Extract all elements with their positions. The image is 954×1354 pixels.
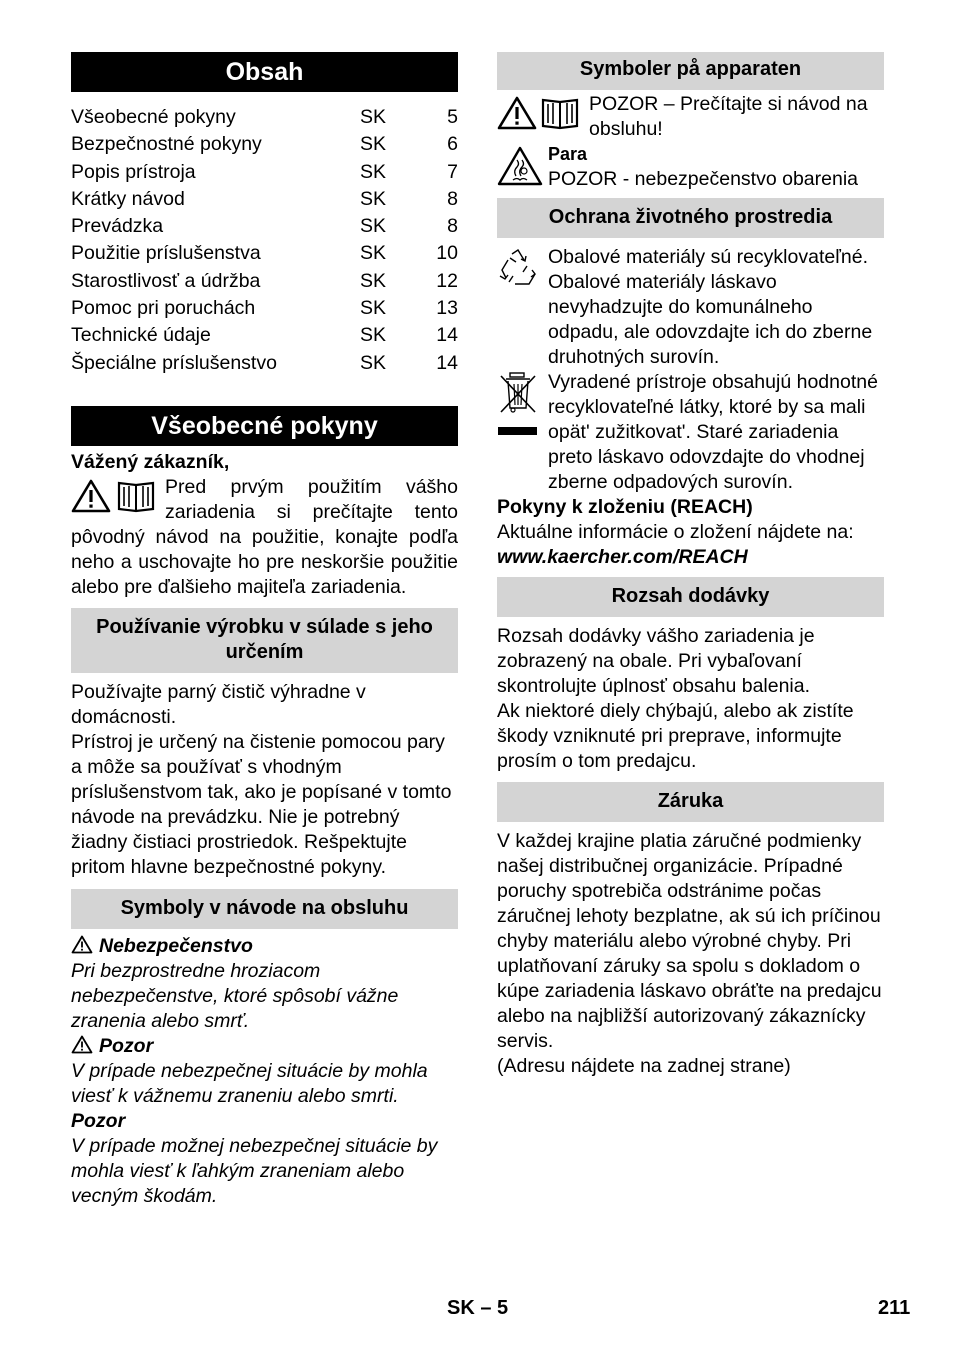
recycle-icon: [497, 248, 548, 370]
recycle-row: [497, 245, 884, 370]
intended-use-p1: Používajte parný čistič výhradne v domácnosti.: [71, 680, 366, 728]
salutation: Vážený zákazník,: [71, 450, 230, 473]
toc-entry-title: Pomoc pri poruchách: [71, 297, 256, 320]
toc-entry-lang: SK: [360, 242, 387, 265]
read-manual-row: [497, 92, 884, 142]
toc-entry-page: 7: [447, 160, 458, 183]
toc-entry-lang: SK: [360, 351, 387, 374]
toc-entry-title: Bezpečnostné pokyny: [71, 133, 262, 156]
toc-row[interactable]: [71, 213, 458, 240]
toc-row[interactable]: [71, 131, 458, 158]
footer-page-number: 211: [878, 1297, 911, 1319]
toc-row[interactable]: [71, 295, 458, 322]
toc-entry-title: Všeobecné pokyny: [71, 106, 236, 128]
toc-entry-page: 8: [447, 215, 458, 238]
crossed-bin-icon: [497, 372, 548, 495]
toc-entry-page: 5: [447, 106, 458, 128]
right-column: [497, 52, 884, 1079]
toc-entry-title: Prevádzka: [71, 215, 164, 238]
toc-entry-lang: SK: [360, 187, 387, 210]
weee-text: Vyradené prístroje obsahujú hodnotné recyklovateľné látky, ktoré by sa mali opät' zužitkovat'. Staré zariadenia preto láskavo odovzdajte do vhodnej zberne odpadových surovín.: [548, 371, 878, 493]
open-book-icon: [539, 96, 581, 142]
danger-text: Pri bezprostredne hroziacom nebezpečenstve, ktoré spôsobí vážne zranenia alebo smrť.: [71, 959, 399, 1032]
toc-row[interactable]: [71, 350, 458, 377]
toc-entry-lang: SK: [360, 133, 387, 156]
toc-row[interactable]: [71, 322, 458, 349]
symbols-manual-heading: Symboly v návode na obsluhu: [71, 889, 458, 929]
steam-row: [497, 142, 884, 192]
environment-heading: Ochrana životného prostredia: [497, 198, 884, 238]
read-manual-text: POZOR – Prečítajte si návod na obsluhu!: [589, 93, 868, 140]
warning-text: V prípade nebezpečnej situácie by mohla viesť k vážnemu zraneniu alebo smrti.: [71, 1059, 428, 1107]
table-of-contents: [71, 104, 458, 377]
danger-label: Nebezpečenstvo: [99, 934, 253, 957]
caution-label: Pozor: [71, 1109, 126, 1132]
toc-row[interactable]: [71, 104, 458, 131]
toc-entry-page: 13: [436, 297, 458, 320]
intro-paragraph: [71, 475, 458, 600]
warning-label: Pozor: [99, 1034, 154, 1057]
delivery-p1: Rozsah dodávky vášho zariadenia je zobrazený na obale. Pri vybaľovaní skontrolujte úplnosť obsahu balenia.: [497, 625, 815, 697]
toc-row[interactable]: [71, 186, 458, 213]
footer-section: SK – 5: [447, 1297, 509, 1319]
toc-entry-lang: SK: [360, 106, 387, 128]
toc-entry-title: Popis prístroja: [71, 160, 196, 183]
toc-entry-page: 14: [436, 324, 458, 347]
toc-entry-lang: SK: [360, 324, 387, 347]
general-heading: Všeobecné pokyny: [71, 406, 458, 446]
symbols-device-heading: Symboler på apparaten: [497, 52, 884, 90]
steam-label: Para: [548, 144, 588, 164]
warning-triangle-icon: [71, 479, 111, 513]
toc-entry-page: 6: [447, 133, 458, 156]
toc-entry-page: 8: [447, 187, 458, 210]
weee-row: [497, 370, 884, 495]
open-book-icon: [115, 479, 157, 513]
toc-entry-lang: SK: [360, 297, 387, 320]
toc-entry-lang: SK: [360, 269, 387, 292]
reach-text: Aktuálne informácie o zložení nájdete na:: [497, 521, 854, 543]
intended-use-p2: Prístroj je určený na čistenie pomocou pary a môže sa používať s vhodným príslušenstvom tak, ako je popísané v tomto návode na prevádzku. Nie je potrebný žiadny čistiaci prostriedok. Rešpektujte pritom hlavne bezpečnostné pokyny.: [71, 730, 452, 878]
warranty-heading: Záruka: [497, 782, 884, 822]
reach-title: Pokyny k zloženiu (REACH): [497, 496, 753, 518]
toc-entry-title: Špeciálne príslušenstvo: [71, 351, 277, 374]
recycle-text: Obalové materiály sú recyklovateľné. Obalové materiály láskavo nevyhadzujte do komunálneho odpadu, ale odovzdajte ich do zberne druhotných surovín.: [548, 246, 873, 368]
read-manual-icons: [497, 96, 581, 142]
toc-entry-title: Krátky návod: [71, 187, 185, 210]
delivery-heading: Rozsah dodávky: [497, 577, 884, 617]
toc-entry-page: 14: [436, 351, 458, 374]
warning-triangle-icon: [497, 96, 537, 142]
steam-text: POZOR - nebezpečenstvo obarenia: [548, 168, 859, 190]
toc-entry-page: 10: [436, 242, 458, 265]
delivery-p2: Ak niektoré diely chýbajú, alebo ak zistíte škody vzniknuté pri preprave, informujte prosím o tom predajcu.: [497, 700, 854, 772]
toc-entry-title: Starostlivosť a údržba: [71, 269, 261, 292]
toc-entry-title: Technické údaje: [71, 324, 211, 347]
warranty-p2: (Adresu nájdete na zadnej strane): [497, 1055, 791, 1077]
danger-label-line: [71, 934, 458, 959]
small-warning-icon: [71, 1035, 93, 1054]
reach-url[interactable]: www.kaercher.com/REACH: [497, 546, 748, 568]
intro-icons: [71, 479, 157, 513]
warning-label-line: [71, 1034, 458, 1059]
intended-use-heading: Používanie výrobku v súlade s jeho určením: [71, 608, 458, 673]
toc-entry-lang: SK: [360, 160, 387, 183]
caution-text: V prípade možnej nebezpečnej situácie by mohla viesť k ľahkým zraneniam alebo vecným škodám.: [71, 1134, 438, 1207]
toc-row[interactable]: [71, 268, 458, 295]
intro-text: Pred prvým použitím vášho zariadenia si prečítajte tento pôvodný návod na použitie, konajte podľa neho a uschovajte ho pre neskoršie použitie alebo pre ďalšieho majiteľa zariadenia.: [71, 475, 458, 598]
left-column: [71, 52, 458, 1209]
toc-entry-page: 12: [436, 269, 458, 292]
small-warning-icon: [71, 935, 93, 954]
steam-warning-icon: [497, 146, 543, 192]
toc-entry-title: Použitie príslušenstva: [71, 242, 261, 265]
toc-entry-lang: SK: [360, 215, 387, 238]
toc-row[interactable]: [71, 159, 458, 186]
warranty-p1: V každej krajine platia záručné podmienky našej distribučnej organizácie. Prípadné poruchy spotrebiča odstránime počas záručnej lehoty bezplatne, ak sú ich príčinou chyby materiálu alebo výrobné chyby. Pri uplatňovaní záruky sa spolu s dokladom o kúpe zariadenia láskavo obráťte na predajcu alebo na najbližší autorizovaný zákaznícky servis.: [497, 830, 882, 1052]
toc-heading: Obsah: [71, 52, 458, 92]
toc-row[interactable]: [71, 240, 458, 267]
